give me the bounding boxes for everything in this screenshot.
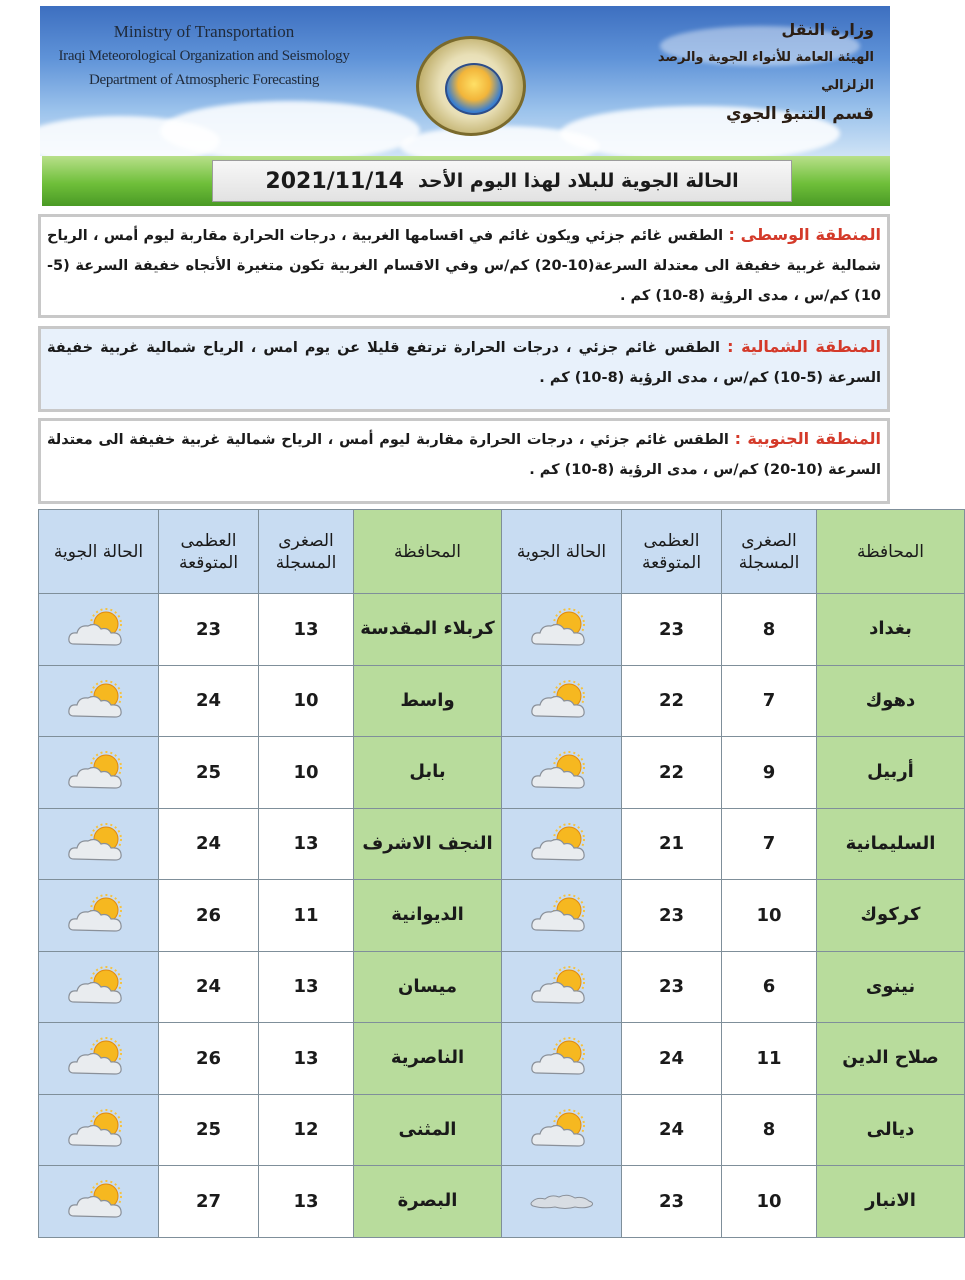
table-row <box>39 808 965 880</box>
organization-name-en: Iraqi Meteorological Organization and Seismology <box>58 48 350 64</box>
weather-condition <box>502 737 622 809</box>
min-temp: 11 <box>722 1023 817 1095</box>
province-name: أربيل <box>817 737 965 809</box>
cloudy-icon <box>527 1180 597 1222</box>
province-name: الديوانية <box>354 880 502 952</box>
header-banner <box>40 6 890 156</box>
partly-cloudy-icon <box>527 966 597 1008</box>
weather-condition <box>39 665 159 737</box>
min-temp: 10 <box>722 1166 817 1238</box>
table-body <box>39 594 965 1238</box>
weather-condition <box>502 951 622 1023</box>
max-temp: 24 <box>159 808 259 880</box>
max-temp: 24 <box>159 951 259 1023</box>
weather-condition <box>502 880 622 952</box>
province-name: بابل <box>354 737 502 809</box>
region-north-text: الطقس غائم جزئي ، درجات الحرارة ترتفع قليلا عن يوم امس ، الرياح شمالية غربية خفيفة السرعة (5-10) كم/س ، مدى الرؤية (8-10) كم . <box>47 340 881 386</box>
min-temp: 11 <box>259 880 354 952</box>
partly-cloudy-icon <box>64 608 134 650</box>
min-temp: 8 <box>722 1094 817 1166</box>
region-central-text: الطقس غائم جزئي ويكون غائم في اقسامها الغربية ، درجات الحرارة مقاربة ليوم أمس ، الرياح شمالية غربية خفيفة الى معتدلة السرعة(10-20) كم/س وفي الاقسام الغربية تكون متغيرة الأتجاه خفيفة السرعة (5-10) كم/س ، مدى الرؤية (8-10) كم . <box>47 228 882 304</box>
max-temp: 26 <box>159 1023 259 1095</box>
department-name-ar: قسم التنبؤ الجوي <box>726 104 874 124</box>
province-name: النجف الاشرف <box>354 808 502 880</box>
max-temp: 24 <box>159 665 259 737</box>
table-row <box>39 1023 965 1095</box>
province-name: صلاح الدين <box>817 1023 965 1095</box>
region-north-forecast <box>38 326 890 412</box>
title-text: الحالة الجوية للبلاد لهذا اليوم الأحد <box>417 170 739 192</box>
min-temp: 12 <box>259 1094 354 1166</box>
province-name: نينوى <box>817 951 965 1023</box>
page-title <box>212 160 792 202</box>
title-bar <box>42 156 890 206</box>
min-temp: 7 <box>722 665 817 737</box>
weather-condition <box>39 808 159 880</box>
partly-cloudy-icon <box>64 1109 134 1151</box>
max-temp: 24 <box>622 1023 722 1095</box>
partly-cloudy-icon <box>64 894 134 936</box>
header-condition: الحالة الجوية <box>39 510 159 594</box>
forecast-date: 2021/11/14 <box>265 168 404 194</box>
table-row <box>39 594 965 666</box>
weather-condition <box>502 808 622 880</box>
partly-cloudy-icon <box>527 751 597 793</box>
weather-condition <box>39 1166 159 1238</box>
weather-condition <box>39 1094 159 1166</box>
partly-cloudy-icon <box>527 894 597 936</box>
table-row <box>39 1166 965 1238</box>
max-temp: 25 <box>159 1094 259 1166</box>
header-province: المحافظة <box>354 510 502 594</box>
province-name: السليمانية <box>817 808 965 880</box>
region-south-name: المنطقة الجنوبية : <box>734 429 882 448</box>
min-temp: 7 <box>722 808 817 880</box>
max-temp: 25 <box>159 737 259 809</box>
table-row <box>39 737 965 809</box>
province-name: دهوك <box>817 665 965 737</box>
weather-condition <box>39 951 159 1023</box>
province-name: واسط <box>354 665 502 737</box>
max-temp: 23 <box>622 1166 722 1238</box>
header-min: الصغرى المسجلة <box>722 510 817 594</box>
table-row <box>39 1094 965 1166</box>
weather-condition <box>502 1023 622 1095</box>
province-forecast-table <box>38 509 965 1238</box>
header-max: العظمى المتوقعة <box>622 510 722 594</box>
english-header <box>54 20 354 92</box>
region-central-forecast <box>38 214 890 318</box>
min-temp: 9 <box>722 737 817 809</box>
header-province: المحافظة <box>817 510 965 594</box>
min-temp: 10 <box>259 665 354 737</box>
max-temp: 23 <box>622 951 722 1023</box>
min-temp: 8 <box>722 594 817 666</box>
partly-cloudy-icon <box>64 680 134 722</box>
partly-cloudy-icon <box>64 751 134 793</box>
min-temp: 13 <box>259 1166 354 1238</box>
province-name: كربلاء المقدسة <box>354 594 502 666</box>
partly-cloudy-icon <box>527 823 597 865</box>
max-temp: 23 <box>159 594 259 666</box>
province-name: بغداد <box>817 594 965 666</box>
partly-cloudy-icon <box>64 966 134 1008</box>
partly-cloudy-icon <box>527 680 597 722</box>
region-south-text: الطقس غائم جزئي ، درجات الحرارة مقاربة ليوم أمس ، الرياح شمالية غربية خفيفة الى معتدلة السرعة (10-20) كم/س ، مدى الرؤية (8-10) كم . <box>47 432 881 478</box>
weather-condition <box>502 665 622 737</box>
ministry-name-ar: وزارة النقل <box>781 20 874 39</box>
min-temp: 13 <box>259 594 354 666</box>
weather-condition <box>39 737 159 809</box>
seal-emblem-icon <box>445 63 503 115</box>
table-header-row <box>39 510 965 594</box>
province-name: الناصرية <box>354 1023 502 1095</box>
weather-condition <box>39 880 159 952</box>
weather-condition <box>39 1023 159 1095</box>
province-name: البصرة <box>354 1166 502 1238</box>
ministry-name-en: Ministry of Transportation <box>113 22 295 41</box>
max-temp: 24 <box>622 1094 722 1166</box>
organization-seal-logo <box>416 36 526 136</box>
max-temp: 23 <box>622 594 722 666</box>
weather-condition <box>502 1166 622 1238</box>
arabic-header <box>614 16 874 128</box>
partly-cloudy-icon <box>527 1109 597 1151</box>
province-name: المثنى <box>354 1094 502 1166</box>
table-row <box>39 880 965 952</box>
header-condition: الحالة الجوية <box>502 510 622 594</box>
max-temp: 22 <box>622 665 722 737</box>
partly-cloudy-icon <box>64 1037 134 1079</box>
partly-cloudy-icon <box>64 1180 134 1222</box>
weather-condition <box>502 1094 622 1166</box>
min-temp: 13 <box>259 951 354 1023</box>
min-temp: 13 <box>259 808 354 880</box>
partly-cloudy-icon <box>527 1037 597 1079</box>
province-name: ديالى <box>817 1094 965 1166</box>
min-temp: 10 <box>259 737 354 809</box>
region-south-forecast <box>38 418 890 504</box>
max-temp: 26 <box>159 880 259 952</box>
department-name-en: Department of Atmospheric Forecasting <box>88 72 320 88</box>
header-min: الصغرى المسجلة <box>259 510 354 594</box>
min-temp: 13 <box>259 1023 354 1095</box>
province-name: الانبار <box>817 1166 965 1238</box>
header-max: العظمى المتوقعة <box>159 510 259 594</box>
max-temp: 23 <box>622 880 722 952</box>
province-name: كركوك <box>817 880 965 952</box>
max-temp: 22 <box>622 737 722 809</box>
organization-name-ar: الهيئة العامة للأنواء الجوية والرصد الزلزالي <box>657 50 874 93</box>
table-row <box>39 951 965 1023</box>
region-north-name: المنطقة الشمالية : <box>727 337 881 356</box>
max-temp: 27 <box>159 1166 259 1238</box>
max-temp: 21 <box>622 808 722 880</box>
min-temp: 6 <box>722 951 817 1023</box>
region-central-name: المنطقة الوسطى : <box>728 225 882 244</box>
partly-cloudy-icon <box>64 823 134 865</box>
weather-condition <box>502 594 622 666</box>
table-row <box>39 665 965 737</box>
min-temp: 10 <box>722 880 817 952</box>
partly-cloudy-icon <box>527 608 597 650</box>
province-name: ميسان <box>354 951 502 1023</box>
weather-condition <box>39 594 159 666</box>
